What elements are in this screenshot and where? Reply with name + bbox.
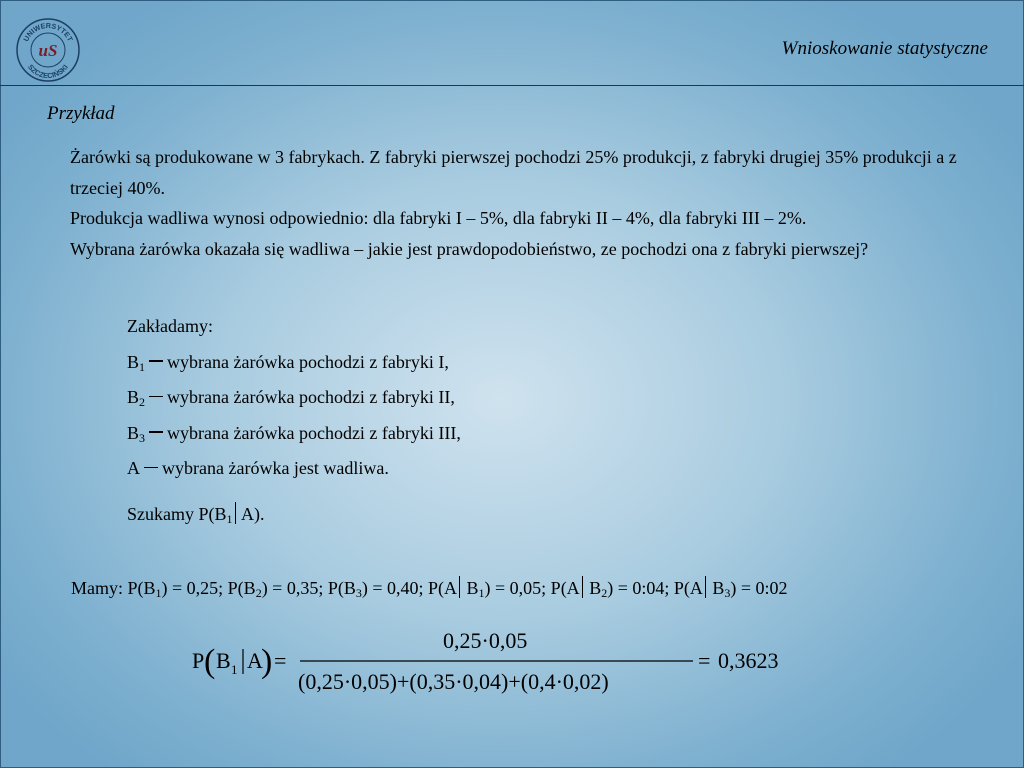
formula-eq1: = <box>274 648 287 673</box>
problem-line: Wybrana żarówka okazała się wadliwa – jakie jest prawdopodobieństwo, ze pochodzi ona z fabryki pierwszej? <box>70 238 869 259</box>
event-symbol: B <box>127 422 140 443</box>
given-text: ) = 0,35; P(B <box>261 578 356 598</box>
event-subscript: 3 <box>139 430 146 445</box>
szukamy-subscript: 1 <box>226 512 233 526</box>
szukamy-line <box>127 502 265 527</box>
event-symbol: A <box>127 458 140 478</box>
problem-line: Produkcja wadliwa wynosi odpowiednio: dla fabryki I – 5%, dla fabryki II – 4%, dla fabryki III – 2%. <box>70 208 807 228</box>
section-title: Przykład <box>47 103 115 124</box>
problem-statement <box>70 142 980 264</box>
assumptions-block <box>127 312 461 490</box>
formula-denominator: (0,25·0,05)+(0,35·0,04)+(0,4·0,02) <box>298 669 609 694</box>
formula-eq2: = <box>698 648 711 673</box>
event-subscript: 1 <box>139 359 146 374</box>
formula-p: P <box>192 648 205 673</box>
given-subscript: 2 <box>255 586 262 600</box>
assumption-item <box>127 454 461 490</box>
formula-result: 0,3623 <box>718 648 779 673</box>
logo-text-top: UNIWERSYTET <box>21 20 75 43</box>
assumption-item <box>127 419 461 455</box>
given-subscript: 3 <box>355 586 362 600</box>
given-text: B <box>584 578 602 598</box>
assumptions-heading: Zakładamy: <box>127 316 213 336</box>
assumption-item <box>127 383 461 419</box>
dash <box>149 360 163 362</box>
dash <box>144 467 158 469</box>
header-title: Wnioskowanie statystyczne <box>781 38 988 59</box>
conditional-bar <box>582 576 583 598</box>
event-symbol: B <box>127 351 140 372</box>
conditional-bar <box>705 576 706 598</box>
conditional-bar <box>235 502 236 524</box>
given-values-line <box>71 576 788 601</box>
formula-paren-open: ( <box>204 643 216 680</box>
given-text: ) = 0,05; P(A <box>484 578 580 598</box>
dash <box>149 396 163 398</box>
event-symbol: B <box>127 387 140 407</box>
given-text: ) = 0,40; P(A <box>361 578 458 598</box>
formula-b: B <box>216 648 231 673</box>
event-description: wybrana żarówka pochodzi z fabryki III, <box>167 422 461 443</box>
given-text: ) = 0:02 <box>730 578 788 598</box>
dash <box>149 431 163 433</box>
given-text: Mamy: P(B <box>71 578 156 598</box>
event-description: wybrana żarówka pochodzi z fabryki I, <box>167 351 449 372</box>
header-divider <box>0 85 1024 86</box>
given-subscript: 1 <box>155 586 162 600</box>
given-text: ) = 0,25; P(B <box>161 578 256 598</box>
logo-mark: uS <box>38 41 58 60</box>
given-subscript: 2 <box>601 586 608 600</box>
university-logo <box>14 16 82 84</box>
formula-numerator: 0,25·0,05 <box>443 628 528 653</box>
formula-paren-close: ) <box>261 643 273 680</box>
problem-line: Żarówki są produkowane w 3 fabrykach. Z fabryki pierwszej pochodzi 25% produkcji, z fabryki drugiej 35% produkcji a z trzeciej 40%. <box>70 147 957 198</box>
assumption-item <box>127 348 461 384</box>
szukamy-text: Szukamy P(B <box>127 504 227 524</box>
bayes-formula <box>190 625 810 700</box>
given-text: B <box>462 578 479 598</box>
event-description: wybrana żarówka jest wadliwa. <box>162 458 389 478</box>
event-description: wybrana żarówka pochodzi z fabryki II, <box>167 387 455 407</box>
conditional-bar <box>459 576 460 598</box>
formula-b-sub: 1 <box>231 662 238 677</box>
given-text: B <box>707 578 725 598</box>
event-subscript: 2 <box>139 395 146 409</box>
given-text: ) = 0:04; P(A <box>607 578 703 598</box>
szukamy-text: A). <box>237 504 265 524</box>
given-subscript: 3 <box>724 586 731 600</box>
logo-text-bottom: SZCZECIŃSKI <box>26 62 70 81</box>
given-subscript: 1 <box>478 586 485 600</box>
formula-a: A <box>247 648 263 673</box>
